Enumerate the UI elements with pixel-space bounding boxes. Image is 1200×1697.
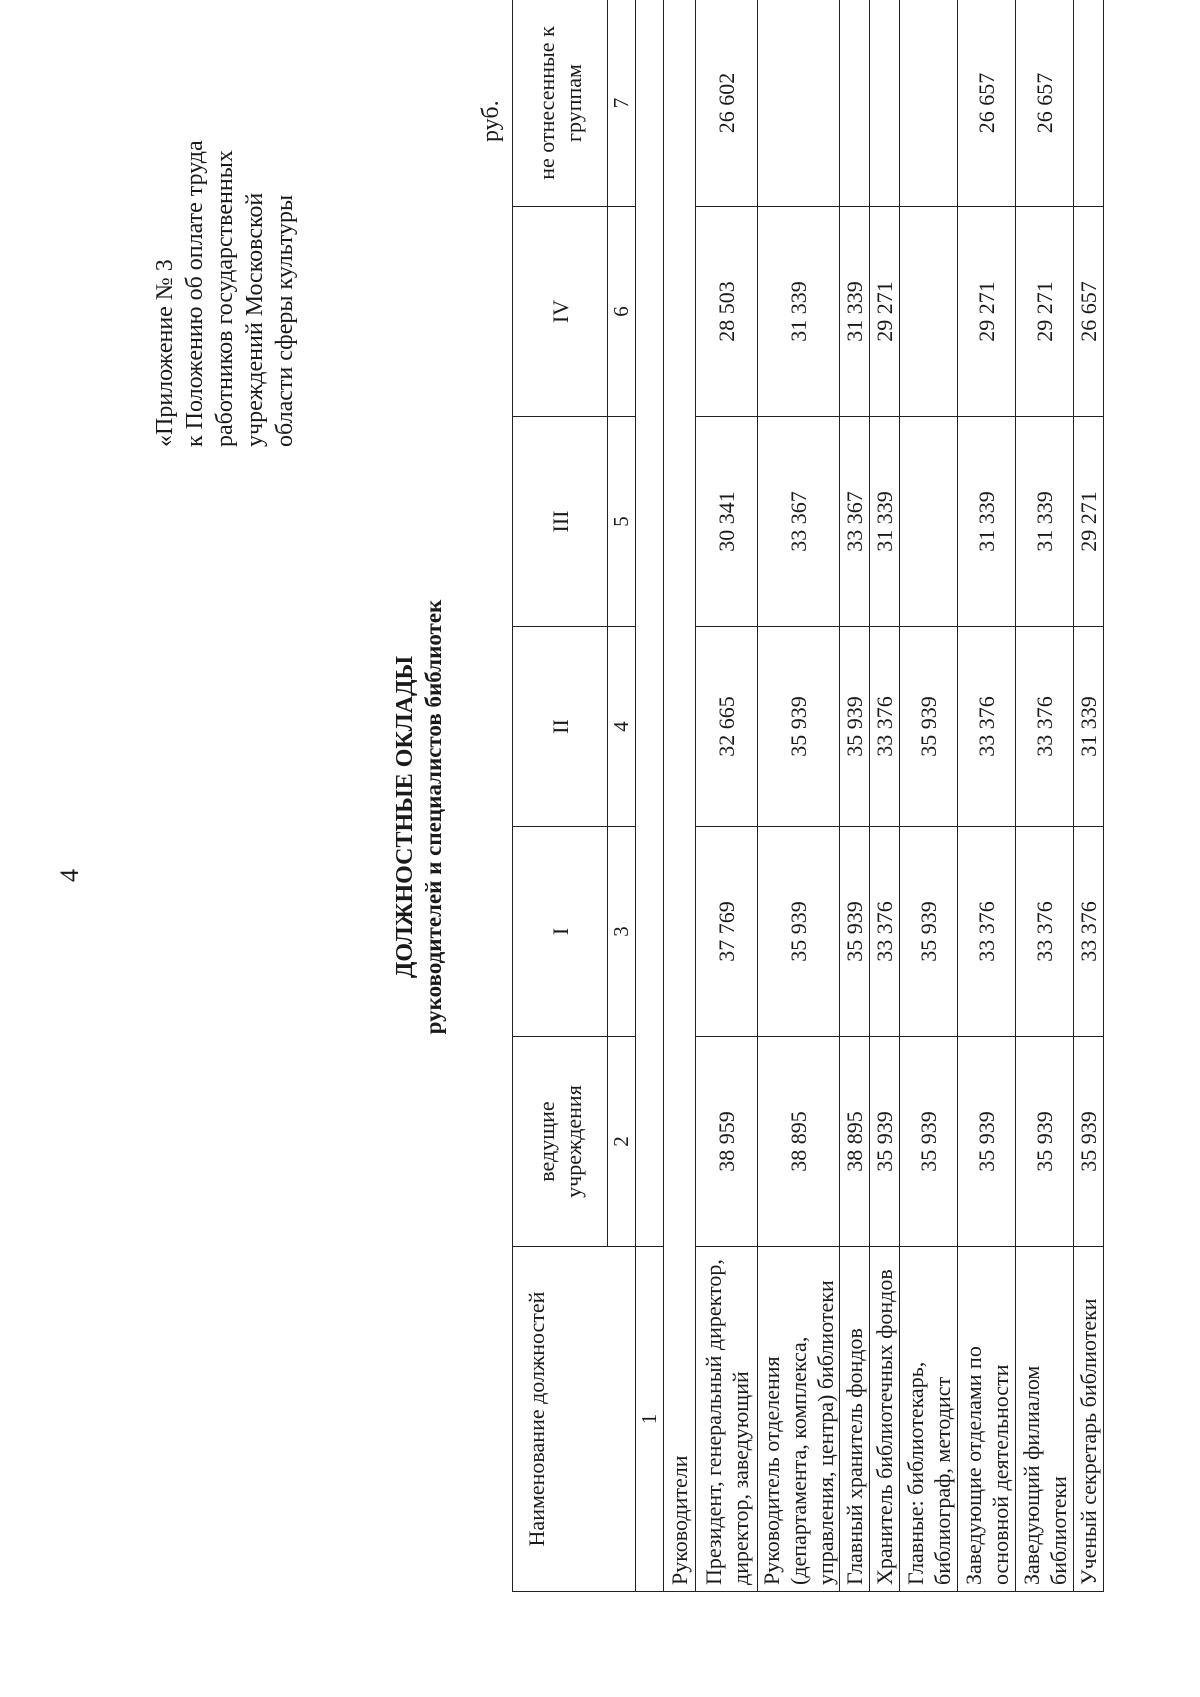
header-row (513, 0, 608, 1592)
salary-value-cell: 35 939 (900, 627, 958, 827)
salary-value-cell: 26 602 (696, 0, 758, 207)
position-name-cell: Главный хранитель фондов (840, 1247, 870, 1592)
column-number-cell: 4 (608, 627, 636, 827)
column-number-cell: 7 (608, 0, 636, 207)
salary-value-cell: 32 665 (696, 627, 758, 827)
title-block (390, 467, 448, 1167)
header-cell-group-1: I (513, 827, 608, 1037)
appendix-line: учреждений Московской (242, 192, 268, 447)
salary-value-cell (900, 0, 958, 207)
column-number-cell: 6 (608, 207, 636, 417)
table-row (900, 0, 958, 1592)
appendix-note (150, 140, 300, 447)
salary-value-cell: 37 769 (696, 827, 758, 1037)
salary-value-cell: 35 939 (1074, 1037, 1104, 1247)
page-number: 4 (55, 869, 84, 882)
position-name-cell: Заведующий филиалом библиотеки (1016, 1247, 1074, 1592)
column-number-cell: 1 (636, 1247, 664, 1592)
document-title: ДОЛЖНОСТНЫЕ ОКЛАДЫ (392, 655, 418, 979)
salary-value-cell: 26 657 (958, 0, 1016, 207)
position-name-cell: Главные: библиотекарь, библиограф, методист (900, 1247, 958, 1592)
position-name-cell: Хранитель библиотечных фондов (870, 1247, 900, 1592)
salary-value-cell: 33 376 (1016, 627, 1074, 827)
salary-value-cell (900, 207, 958, 417)
salary-value-cell (758, 0, 840, 207)
salary-value-cell: 28 503 (696, 207, 758, 417)
table-row (758, 0, 840, 1592)
salary-value-cell: 35 939 (840, 627, 870, 827)
document-subtitle: руководителей и специалистов библиотек (421, 599, 446, 1035)
salary-value-cell: 31 339 (958, 417, 1016, 627)
salary-value-cell: 35 939 (840, 827, 870, 1037)
salary-value-cell: 31 339 (870, 417, 900, 627)
salary-value-cell: 29 271 (1016, 207, 1074, 417)
appendix-line: области сферы культуры (272, 194, 298, 447)
salary-value-cell (870, 0, 900, 207)
position-name-cell: Руководитель отделения (департамента, комплекса, управления, центра) библиотеки (758, 1247, 840, 1592)
position-name-cell: Ученый секретарь библиотеки (1074, 1247, 1104, 1592)
column-number-cell: 2 (608, 1037, 636, 1247)
salary-value-cell: 35 939 (900, 827, 958, 1037)
salary-value-cell (900, 417, 958, 627)
table-row (958, 0, 1016, 1592)
salary-value-cell: 33 376 (1016, 827, 1074, 1037)
table-row (870, 0, 900, 1592)
appendix-line: работников государственных (212, 150, 238, 447)
salary-value-cell: 35 939 (758, 827, 840, 1037)
salary-value-cell: 31 339 (758, 207, 840, 417)
column-number-cell: 3 (608, 827, 636, 1037)
salary-value-cell: 33 376 (870, 827, 900, 1037)
salary-value-cell: 33 367 (840, 417, 870, 627)
salary-value-cell: 31 339 (1074, 627, 1104, 827)
salary-value-cell: 35 939 (958, 1037, 1016, 1247)
header-cell-group-3: III (513, 417, 608, 627)
salary-value-cell: 38 895 (758, 1037, 840, 1247)
salary-value-cell: 38 895 (840, 1037, 870, 1247)
position-name-cell: Президент, генеральный директор, директор, заведующий (696, 1247, 758, 1592)
table-row (696, 0, 758, 1592)
appendix-line: «Приложение № 3 (152, 259, 178, 447)
header-cell-group-2: II (513, 627, 608, 827)
salary-value-cell: 33 376 (958, 827, 1016, 1037)
salary-value-cell (840, 0, 870, 207)
salary-value-cell: 30 341 (696, 417, 758, 627)
header-cell-leading: ведущие учреждения (513, 1037, 608, 1247)
column-number-filler (636, 0, 664, 1247)
salary-value-cell: 38 959 (696, 1037, 758, 1247)
appendix-line: к Положению об оплате труда (182, 140, 208, 447)
salary-value-cell: 35 939 (900, 1037, 958, 1247)
salary-value-cell: 33 376 (958, 627, 1016, 827)
salary-value-cell: 33 376 (870, 627, 900, 827)
first-column-number-row (636, 0, 664, 1592)
header-cell-group-4: IV (513, 207, 608, 417)
position-name-cell: Заведующие отделами по основной деятельности (958, 1247, 1016, 1592)
salary-value-cell: 29 271 (958, 207, 1016, 417)
salary-value-cell: 29 271 (870, 207, 900, 417)
salary-value-cell: 35 939 (870, 1037, 900, 1247)
salary-value-cell: 29 271 (1074, 417, 1104, 627)
salary-value-cell: 26 657 (1074, 207, 1104, 417)
salary-value-cell: 33 376 (1074, 827, 1104, 1037)
salary-value-cell: 31 339 (840, 207, 870, 417)
column-number-cell: 5 (608, 417, 636, 627)
salary-value-cell: 35 939 (1016, 1037, 1074, 1247)
table-row (1016, 0, 1074, 1592)
table-row (840, 0, 870, 1592)
header-cell-ungrouped: не отнесенные к группам (513, 0, 608, 207)
salary-value-cell (1074, 0, 1104, 207)
table-row (1074, 0, 1104, 1592)
salary-value-cell: 35 939 (758, 627, 840, 827)
section-label: Руководители (664, 0, 696, 1592)
table-body (513, 0, 1104, 1592)
salary-table (512, 0, 1104, 1592)
currency-unit: руб. (478, 100, 504, 142)
salary-value-cell: 26 657 (1016, 0, 1074, 207)
salary-value-cell: 33 367 (758, 417, 840, 627)
section-row (664, 0, 696, 1592)
header-cell-name: Наименование должностей (513, 1247, 636, 1592)
salary-value-cell: 31 339 (1016, 417, 1074, 627)
